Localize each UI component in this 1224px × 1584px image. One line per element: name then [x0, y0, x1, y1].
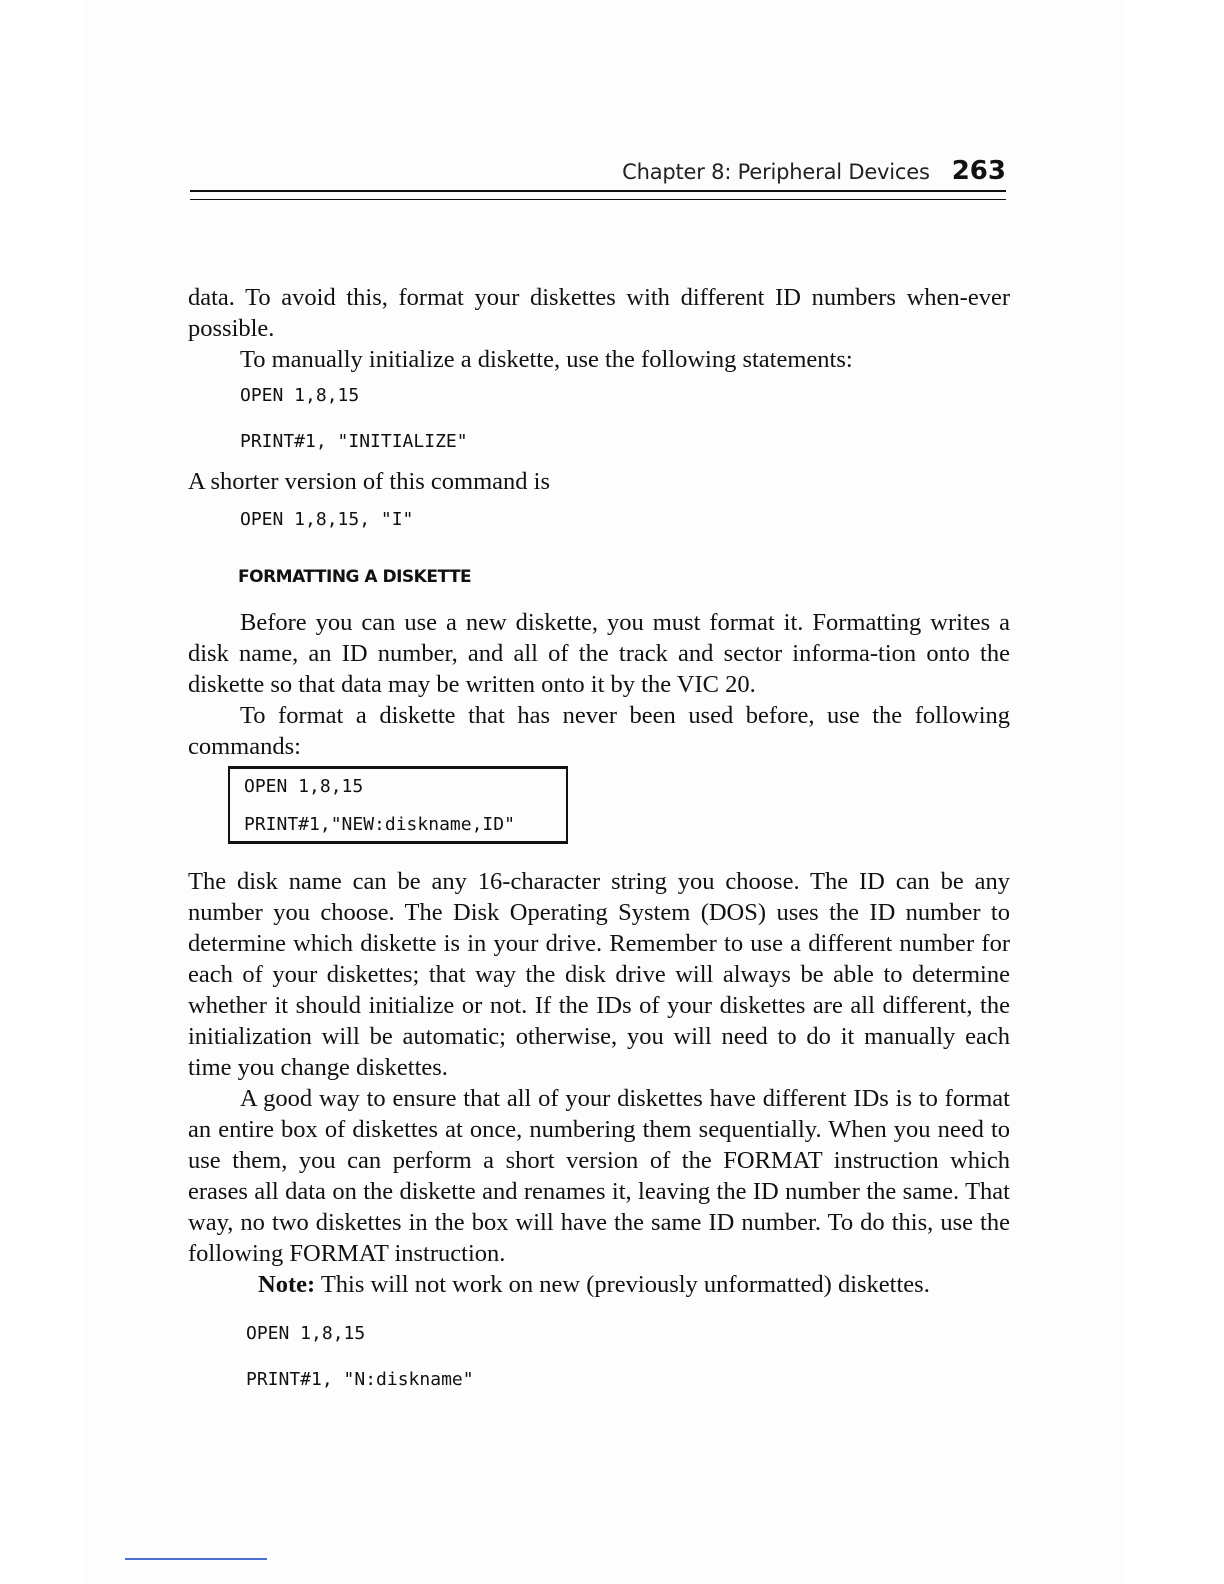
header-rule-bottom	[190, 199, 1006, 200]
code-line: OPEN 1,8,15	[244, 776, 364, 797]
note-label: Note:	[258, 1271, 316, 1298]
note-text: This will not work on new (previously unformatted) diskettes.	[315, 1271, 930, 1298]
code-line: OPEN 1,8,15	[240, 385, 360, 406]
code-line: PRINT#1, "N:diskname"	[246, 1369, 474, 1390]
paragraph: The disk name can be any 16-character string you choose. The ID can be any number you choose. The Disk Operating System (DOS) uses the ID number to determine which diskette is in your drive. Remember to use a different number for each of your diskettes; that way the disk drive will always be able to determine whether it should initialize or not. If the IDs of your diskettes are all different, the initialization will be automatic; otherwise, you will need to do it manually each time you change diskettes.	[188, 868, 1010, 1081]
code-line: OPEN 1,8,15, "I"	[240, 509, 414, 530]
paragraph: To manually initialize a diskette, use the following statements:	[240, 346, 853, 373]
running-header	[190, 156, 1006, 188]
code-line: PRINT#1, "INITIALIZE"	[240, 431, 468, 452]
page-number: 263	[951, 156, 1006, 186]
paragraph: Before you can use a new diskette, you must format it. Formatting writes a disk name, an ID number, and all of the track and sector informa-tion onto the diskette so that data may be written onto it by the VIC 20.	[188, 609, 1010, 698]
scan-artifact-line	[125, 1558, 267, 1560]
code-line: PRINT#1,"NEW:diskname,ID"	[244, 814, 515, 835]
paragraph: A shorter version of this command is	[188, 468, 551, 495]
code-line: OPEN 1,8,15	[246, 1323, 366, 1344]
code-box	[228, 766, 568, 844]
section-heading: FORMATTING A DISKETTE	[238, 567, 472, 587]
header-rule-top	[190, 190, 1006, 192]
note-paragraph	[188, 1269, 1010, 1300]
page-body	[188, 282, 1010, 1392]
paragraph: A good way to ensure that all of your diskettes have different IDs is to format an entire box of diskettes at once, numbering them sequentially. When you need to use them, you can perform a short version of the FORMAT instruction which erases all data on the diskette and renames it, leaving the ID number the same. That way, no two diskettes in the box will have the same ID number. To do this, use the following FORMAT instruction.	[188, 1085, 1010, 1267]
paragraph: data. To avoid this, format your diskettes with different ID numbers when-ever possible.	[188, 284, 1010, 342]
paragraph: To format a diskette that has never been used before, use the following commands:	[188, 702, 1010, 760]
chapter-title: Chapter 8: Peripheral Devices	[622, 160, 930, 184]
